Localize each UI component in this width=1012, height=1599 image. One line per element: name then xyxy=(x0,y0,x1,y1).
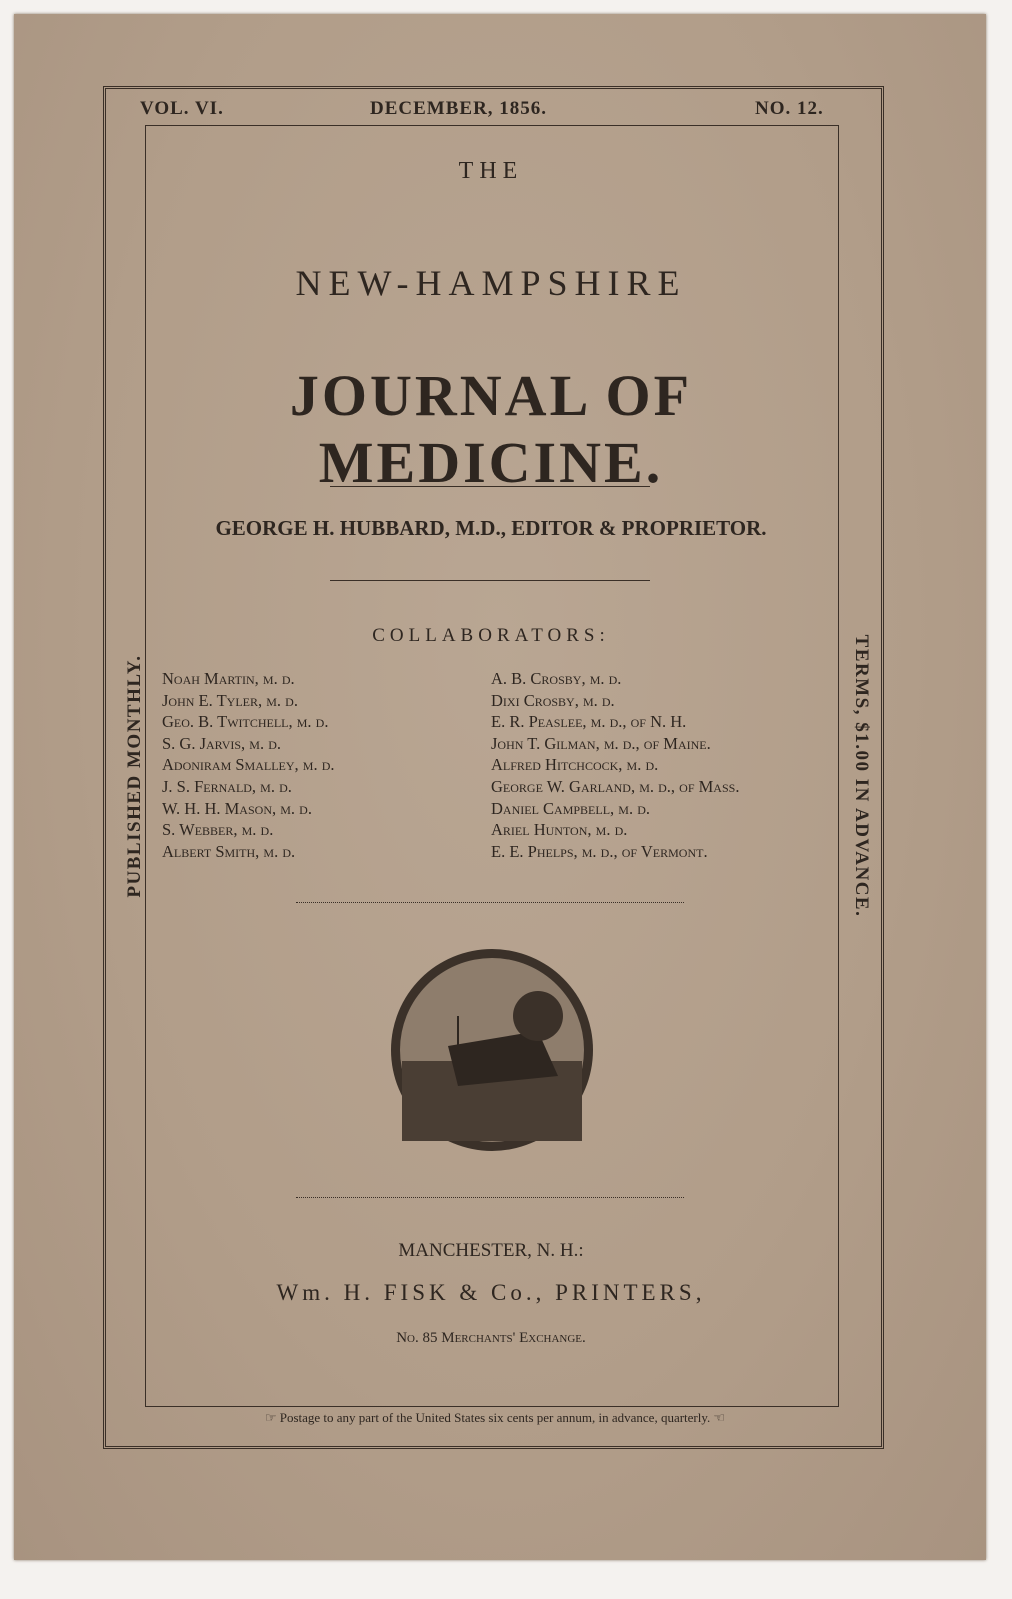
state-seal-engraving xyxy=(388,946,596,1154)
collaborator: Dixi Crosby, m. d. xyxy=(491,690,615,710)
printer-address: No. 85 Merchants' Exchange. xyxy=(396,1330,586,1346)
collaborators-left xyxy=(162,668,335,862)
publisher-city: MANCHESTER, N. H.: xyxy=(398,1240,584,1261)
title-article: THE xyxy=(458,158,524,184)
collaborator: J. S. Fernald, m. d. xyxy=(162,776,292,796)
divider xyxy=(330,486,650,487)
collaborator: W. H. H. Mason, m. d. xyxy=(162,798,312,818)
editor-line: GEORGE H. HUBBARD, M.D., EDITOR & PROPRIETOR. xyxy=(215,516,767,540)
issue-date: DECEMBER, 1856. xyxy=(370,98,548,119)
issue-number: NO. 12. xyxy=(755,98,824,119)
terms-label: TERMS, $1.00 IN ADVANCE. xyxy=(851,634,872,918)
collaborator: A. B. Crosby, m. d. xyxy=(491,669,622,688)
collaborator: E. E. Phelps, m. d., of Vermont. xyxy=(491,841,708,861)
collaborator: Daniel Campbell, m. d. xyxy=(491,798,650,818)
collaborator: John E. Tyler, m. d. xyxy=(162,690,298,710)
divider xyxy=(330,580,650,581)
collaborator: Alfred Hitchcock, m. d. xyxy=(491,755,659,775)
collaborator: Noah Martin, m. d. xyxy=(162,669,295,688)
published-monthly: PUBLISHED MONTHLY. xyxy=(124,654,145,898)
collaborator: John T. Gilman, m. d., of Maine. xyxy=(491,733,711,753)
collaborator: Albert Smith, m. d. xyxy=(162,841,296,861)
divider xyxy=(296,902,684,903)
collaborator: E. R. Peaslee, m. d., of N. H. xyxy=(491,712,687,732)
title-line2: JOURNAL OF MEDICINE. xyxy=(289,363,693,495)
collaborator: Ariel Hunton, m. d. xyxy=(491,820,628,840)
collaborator: George W. Garland, m. d., of Mass. xyxy=(491,776,740,796)
collaborators-heading: COLLABORATORS: xyxy=(372,625,610,646)
collaborator: S. Webber, m. d. xyxy=(162,820,274,840)
postage-notice: ☞ Postage to any part of the United States six cents per annum, in advance, quarterly. ☜ xyxy=(264,1410,726,1425)
collaborator: Geo. B. Twitchell, m. d. xyxy=(162,712,329,732)
collaborators-right xyxy=(491,668,739,862)
title-line1: NEW-HAMPSHIRE xyxy=(295,263,687,303)
collaborator: S. G. Jarvis, m. d. xyxy=(162,733,282,753)
divider xyxy=(296,1197,684,1198)
printer-name: Wm. H. FISK & Co., PRINTERS, xyxy=(276,1280,706,1305)
collaborator: Adoniram Smalley, m. d. xyxy=(162,755,335,775)
volume-label: VOL. VI. xyxy=(140,98,224,119)
